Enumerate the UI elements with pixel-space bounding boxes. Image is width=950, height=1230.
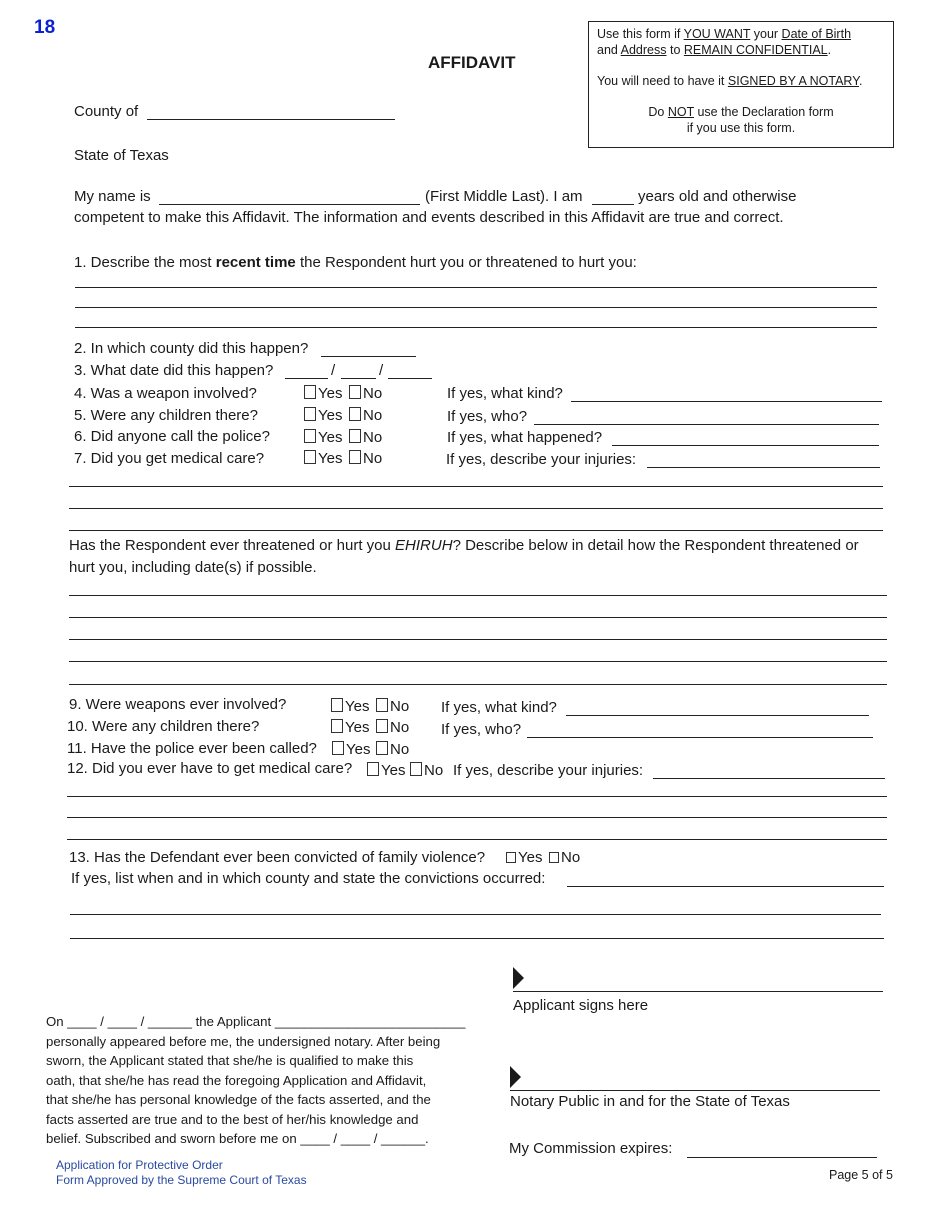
q12-yes-option[interactable]: Yes <box>367 762 405 780</box>
question-13: 13. Has the Defendant ever been convicted of family violence? <box>69 849 486 866</box>
commission-expires-field[interactable] <box>687 1157 877 1158</box>
q8-answer-line[interactable] <box>69 639 887 640</box>
notice-line-4: Do NOT use the Declaration form <box>648 105 834 119</box>
question-8: Has the Respondent ever threatened or hurt you EHIRUH? Describe below in detail how the Respondent threatened or <box>69 537 859 554</box>
jurat-line-5: that she/he has personal knowledge of the facts asserted, and the <box>46 1092 431 1107</box>
q4-followup: If yes, what kind? <box>447 385 563 402</box>
q8-answer-line[interactable] <box>69 661 887 662</box>
q13-no-option[interactable]: No <box>549 849 580 867</box>
q10-followup-field[interactable] <box>527 737 873 738</box>
q6-followup: If yes, what happened? <box>447 429 603 446</box>
county-label: County of <box>74 103 139 120</box>
q2-county-field[interactable] <box>321 356 416 357</box>
q10-no-checkbox[interactable] <box>376 719 388 733</box>
q3-year-field[interactable] <box>388 378 432 379</box>
question-2: 2. In which county did this happen? <box>74 340 309 357</box>
state-label: State of Texas <box>74 147 169 164</box>
commission-label: My Commission expires: <box>509 1140 673 1157</box>
question-5: 5. Were any children there? <box>74 407 258 424</box>
name-field[interactable] <box>159 204 420 205</box>
q9-yes-option[interactable]: Yes <box>331 698 369 716</box>
q11-no-checkbox[interactable] <box>376 741 388 755</box>
q12-answer-line[interactable] <box>67 796 887 797</box>
q12-answer-line[interactable] <box>67 817 887 818</box>
county-field[interactable] <box>147 119 395 120</box>
q5-yes-option[interactable]: Yes <box>304 407 342 425</box>
jurat-line-6: facts asserted are true and to the best of her/his knowledge and <box>46 1111 419 1127</box>
q4-no-option[interactable]: No <box>349 385 382 403</box>
q10-yes-checkbox[interactable] <box>331 719 343 733</box>
q4-followup-field[interactable] <box>571 401 882 402</box>
question-10: 10. Were any children there? <box>67 718 260 735</box>
q10-yes-option[interactable]: Yes <box>331 719 369 737</box>
q10-no-option[interactable]: No <box>376 719 409 737</box>
q13-followup: If yes, list when and in which county and state the convictions occurred: <box>71 870 546 887</box>
q8-answer-line[interactable] <box>69 595 887 596</box>
sign-here-arrow-icon <box>510 1066 521 1088</box>
notary-signature-line[interactable] <box>510 1090 880 1091</box>
question-12: 12. Did you ever have to get medical care? <box>67 760 353 777</box>
q11-yes-checkbox[interactable] <box>332 741 344 755</box>
page-number: 18 <box>34 17 56 38</box>
date-separator: / <box>331 362 336 379</box>
q13-followup-field[interactable] <box>567 886 884 887</box>
q7-followup: If yes, describe your injuries: <box>446 451 637 468</box>
name-label: My name is <box>74 188 151 205</box>
notice-line-1: Use this form if YOU WANT your Date of Birth <box>597 27 852 41</box>
footer-form-name: Application for Protective Order <box>56 1158 223 1172</box>
confidentiality-notice <box>588 21 894 148</box>
jurat-line-1: On ____ / ____ / ______ the Applicant __________________________ <box>46 1014 466 1029</box>
q6-no-option[interactable]: No <box>349 429 382 447</box>
notary-jurat <box>46 1012 476 1149</box>
notice-line-2: and Address to REMAIN CONFIDENTIAL. <box>597 43 832 57</box>
notary-signature-label: Notary Public in and for the State of Texas <box>510 1093 790 1110</box>
q7-answer-line[interactable] <box>69 486 883 487</box>
q11-yes-option[interactable]: Yes <box>332 741 370 759</box>
jurat-line-2: personally appeared before me, the undersigned notary. After being <box>46 1033 441 1049</box>
q9-followup-field[interactable] <box>566 715 869 716</box>
q5-followup: If yes, who? <box>447 408 528 425</box>
q1-answer-line[interactable] <box>75 287 877 288</box>
sign-here-arrow-icon <box>513 967 524 989</box>
age-field[interactable] <box>592 204 634 205</box>
q11-no-option[interactable]: No <box>376 741 409 759</box>
age-label: years old and otherwise <box>638 188 797 205</box>
name-format-label: (First Middle Last). I am <box>425 188 583 205</box>
jurat-line-7: belief. Subscribed and sworn before me on ____ / ____ / ______. <box>46 1131 429 1146</box>
q10-followup: If yes, who? <box>441 721 522 738</box>
q4-no-checkbox[interactable] <box>349 385 361 399</box>
question-6: 6. Did anyone call the police? <box>74 428 270 445</box>
q6-yes-checkbox[interactable] <box>304 429 316 443</box>
question-11: 11. Have the police ever been called? <box>67 740 317 757</box>
q12-followup: If yes, describe your injuries: <box>453 762 644 779</box>
footer-page-number: Page 5 of 5 <box>829 1168 893 1182</box>
q5-yes-checkbox[interactable] <box>304 407 316 421</box>
date-separator: / <box>379 362 384 379</box>
jurat-line-4: oath, that she/he has read the foregoing Application and Affidavit, <box>46 1072 427 1088</box>
q13-answer-line[interactable] <box>70 938 884 939</box>
q4-yes-checkbox[interactable] <box>304 385 316 399</box>
q13-no-checkbox[interactable] <box>549 852 559 863</box>
q7-answer-line[interactable] <box>69 508 883 509</box>
question-7: 7. Did you get medical care? <box>74 450 265 467</box>
q5-no-checkbox[interactable] <box>349 407 361 421</box>
q9-no-option[interactable]: No <box>376 698 409 716</box>
q7-yes-checkbox[interactable] <box>304 450 316 464</box>
question-8-line-2: hurt you, including date(s) if possible. <box>69 559 317 576</box>
applicant-signature-line[interactable] <box>513 991 883 992</box>
q9-yes-checkbox[interactable] <box>331 698 343 712</box>
question-1: 1. Describe the most recent time the Respondent hurt you or threatened to hurt you: <box>74 254 637 271</box>
q7-answer-line[interactable] <box>69 530 883 531</box>
question-3: 3. What date did this happen? <box>74 362 274 379</box>
q7-yes-option[interactable]: Yes <box>304 450 342 468</box>
q1-answer-line[interactable] <box>75 327 877 328</box>
q6-yes-option[interactable]: Yes <box>304 429 342 447</box>
q9-followup: If yes, what kind? <box>441 699 557 716</box>
q12-no-checkbox[interactable] <box>410 762 422 776</box>
notice-line-5: if you use this form. <box>686 121 796 135</box>
q12-yes-checkbox[interactable] <box>367 762 379 776</box>
q13-yes-option[interactable]: Yes <box>506 849 542 867</box>
q6-no-checkbox[interactable] <box>349 429 361 443</box>
q6-followup-field[interactable] <box>612 445 879 446</box>
q12-no-option[interactable]: No <box>410 762 443 780</box>
q12-followup-field[interactable] <box>653 778 885 779</box>
question-9: 9. Were weapons ever involved? <box>69 696 287 713</box>
q1-answer-line[interactable] <box>75 307 877 308</box>
applicant-signature-label: Applicant signs here <box>513 997 649 1014</box>
q3-month-field[interactable] <box>285 378 328 379</box>
jurat-line-3: sworn, the Applicant stated that she/he is qualified to make this <box>46 1053 414 1068</box>
footer-approval: Form Approved by the Supreme Court of Texas <box>56 1173 307 1187</box>
q9-no-checkbox[interactable] <box>376 698 388 712</box>
q7-no-option[interactable]: No <box>349 450 382 468</box>
q8-answer-line[interactable] <box>69 684 887 685</box>
q8-answer-line[interactable] <box>69 617 887 618</box>
q3-day-field[interactable] <box>341 378 376 379</box>
q7-followup-field[interactable] <box>647 467 880 468</box>
notice-line-3: You will need to have it SIGNED BY A NOTARY. <box>597 74 863 88</box>
q13-answer-line[interactable] <box>70 914 881 915</box>
q5-no-option[interactable]: No <box>349 407 382 425</box>
q7-no-checkbox[interactable] <box>349 450 361 464</box>
q12-answer-line[interactable] <box>67 839 887 840</box>
q4-yes-option[interactable]: Yes <box>304 385 342 403</box>
page-title: AFFIDAVIT <box>428 53 516 72</box>
q13-yes-checkbox[interactable] <box>506 852 516 863</box>
question-4: 4. Was a weapon involved? <box>74 385 257 402</box>
q5-followup-field[interactable] <box>534 424 879 425</box>
competency-statement: competent to make this Affidavit. The information and events described in this Affidavit are true and correct. <box>74 209 784 226</box>
